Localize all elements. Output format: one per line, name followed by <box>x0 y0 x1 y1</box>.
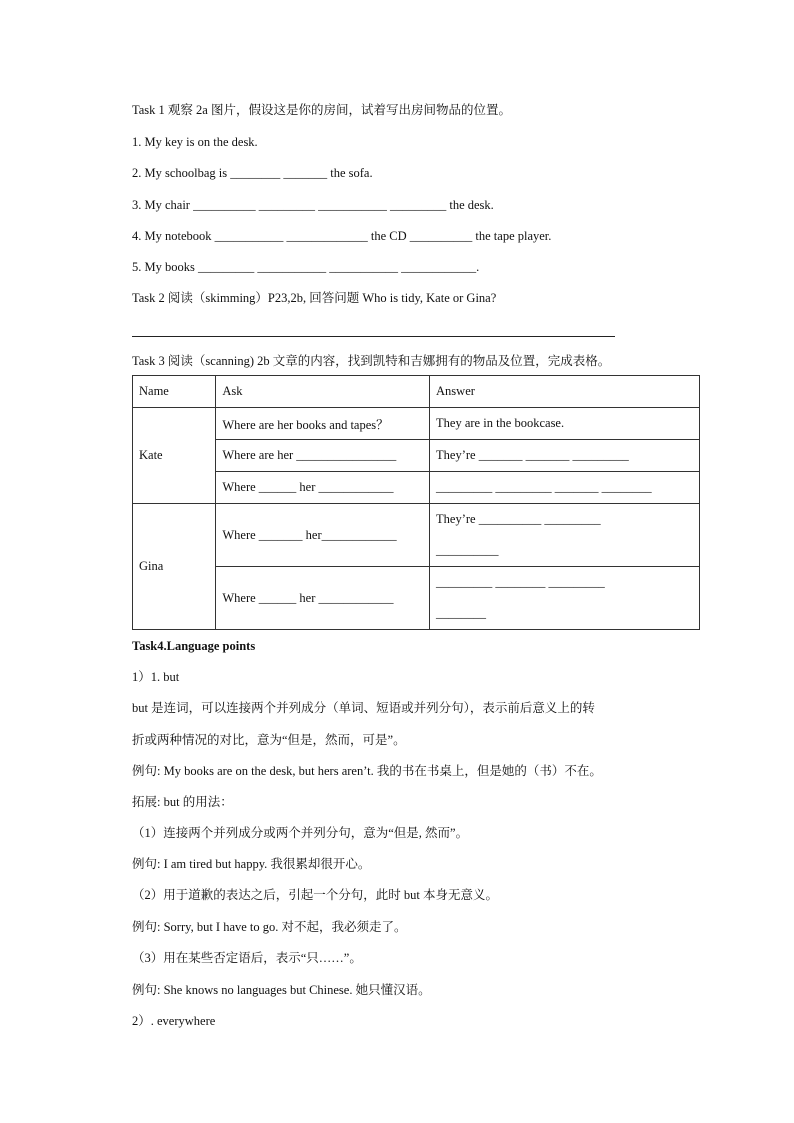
task4-line-6: （1）连接两个并列成分或两个并列分句，意为“但是, 然而”。 <box>132 826 469 840</box>
gina-answer-1 <box>430 504 700 567</box>
gina-answer-1-line1: They’re __________ _________ <box>436 512 601 526</box>
task4-line-1: 1）1. but <box>132 670 180 684</box>
kate-ask-2: Where are her ________________ <box>216 440 430 472</box>
task1-item-5: 5. My books _________ ___________ ___________ ____________. <box>132 260 480 274</box>
task1-item-4: 4. My notebook ___________ _____________ the CD __________ the tape player. <box>132 229 552 243</box>
kate-answer-3: _________ _________ _______ ________ <box>430 472 700 504</box>
task1-title: Task 1 观察 2a 图片，假设这是你的房间，试着写出房间物品的位置。 <box>132 103 511 117</box>
task4-line-7: 例句: I am tired but happy. 我很累却很开心。 <box>132 857 371 871</box>
task1-item-1: 1. My key is on the desk. <box>132 135 258 149</box>
task4-line-11: 例句: She knows no languages but Chinese. 她只懂汉语。 <box>132 983 431 997</box>
header-name: Name <box>133 376 216 408</box>
table-row <box>133 408 700 440</box>
table-header-row <box>133 376 700 408</box>
task4-line-8: （2）用于道歉的表达之后，引起一个分句，此时 but 本身无意义。 <box>132 888 498 902</box>
task1-item-2: 2. My schoolbag is ________ _______ the sofa. <box>132 166 373 180</box>
kate-ask-3: Where ______ her ____________ <box>216 472 430 504</box>
task1-item-3: 3. My chair __________ _________ ___________ _________ the desk. <box>132 198 494 212</box>
task4-line-10: （3）用在某些否定语后，表示“只……”。 <box>132 951 362 965</box>
task3-table <box>132 375 700 630</box>
task4-line-3: 折或两种情况的对比，意为“但是，然而，可是”。 <box>132 733 406 747</box>
task3-title: Task 3 阅读（scanning) 2b 文章的内容，找到凯特和吉娜拥有的物品及位置，完成表格。 <box>132 354 611 368</box>
table-row <box>133 567 700 630</box>
task4-line-9: 例句: Sorry, but I have to go. 对不起，我必须走了。 <box>132 920 407 934</box>
kate-answer-1: They are in the bookcase. <box>430 408 700 440</box>
gina-ask-2: Where ______ her ____________ <box>216 567 430 630</box>
task4-line-12: 2）. everywhere <box>132 1014 216 1028</box>
gina-name-cell: Gina <box>133 504 216 630</box>
table-row <box>133 440 700 472</box>
header-ask: Ask <box>216 376 430 408</box>
gina-answer-2-line1: _________ ________ _________ <box>436 575 605 589</box>
task4-line-5: 拓展: but 的用法： <box>132 795 233 809</box>
kate-answer-2: They’re _______ _______ _________ <box>430 440 700 472</box>
gina-answer-2 <box>430 567 700 630</box>
task4-title: Task4.Language points <box>132 639 256 653</box>
task4-line-4: 例句: My books are on the desk, but hers aren’t. 我的书在书桌上，但是她的（书）不在。 <box>132 764 602 778</box>
gina-answer-1-line2: __________ <box>436 543 499 557</box>
table-row <box>133 472 700 504</box>
task4-line-2: but 是连词，可以连接两个并列成分（单词、短语或并列分句），表示前后意义上的转 <box>132 701 595 715</box>
table-row <box>133 504 700 567</box>
header-answer: Answer <box>430 376 700 408</box>
kate-ask-1: Where are her books and tapes？ <box>216 408 430 440</box>
gina-answer-2-line2: ________ <box>436 606 487 620</box>
task2-title: Task 2 阅读（skimming）P23,2b, 回答问题 Who is tidy, Kate or Gina? <box>132 291 497 305</box>
task2-answer-line <box>132 336 615 337</box>
kate-name-cell: Kate <box>133 408 216 504</box>
gina-ask-1: Where _______ her____________ <box>216 504 430 567</box>
